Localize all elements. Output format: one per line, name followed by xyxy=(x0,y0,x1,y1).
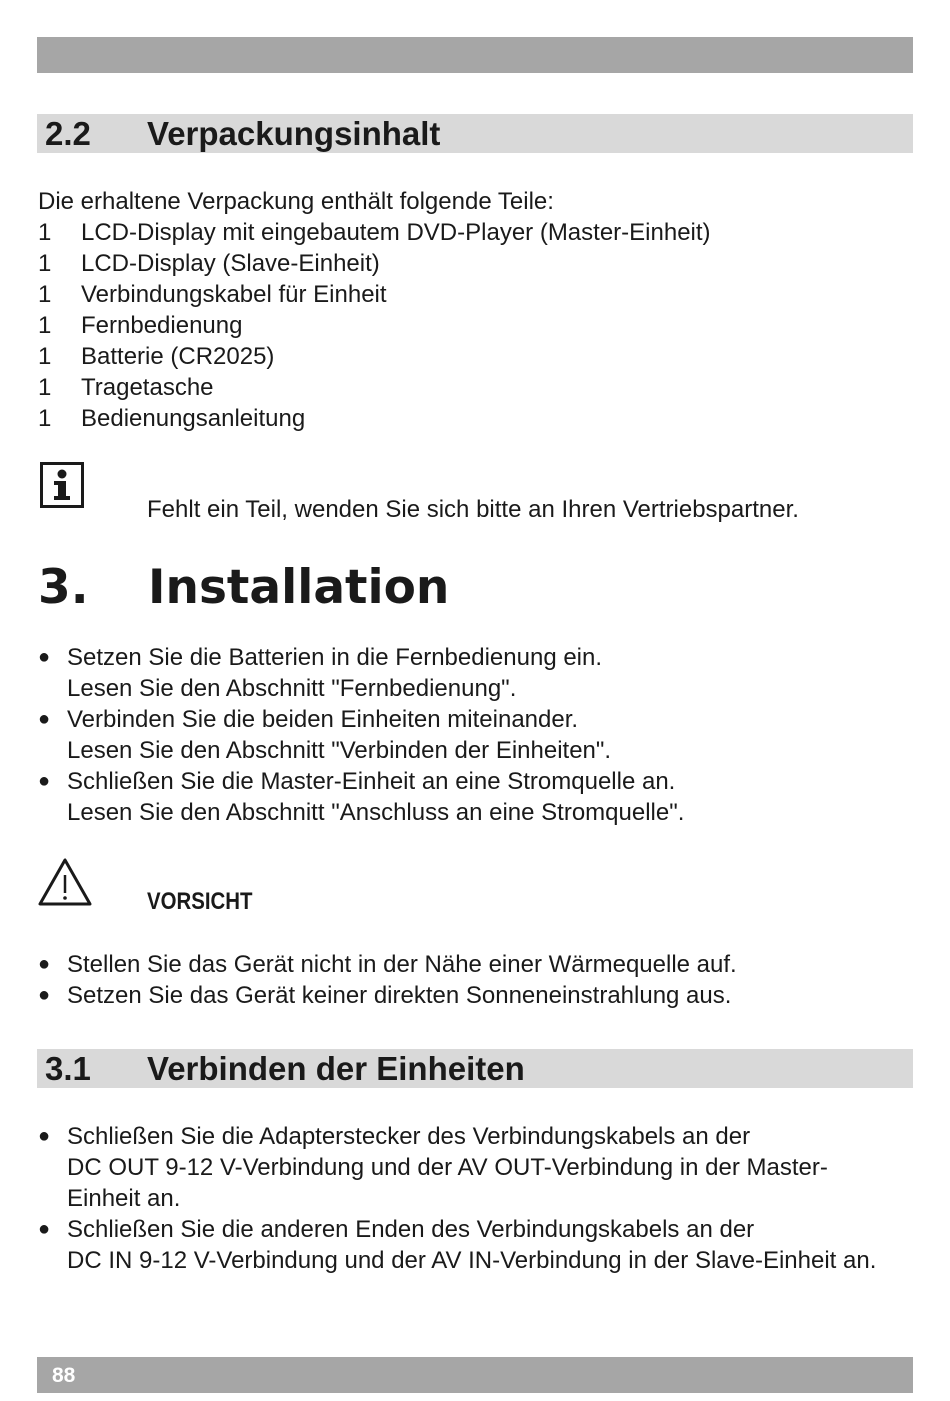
chapter-heading xyxy=(38,560,450,616)
item-quantity: 1 xyxy=(38,281,52,308)
bullet-text: Einheit an. xyxy=(67,1185,181,1212)
section-title: Verpackungsinhalt xyxy=(147,115,441,152)
chapter-title: Installation xyxy=(148,560,450,615)
page-number: 88 xyxy=(52,1364,76,1387)
bullet-text: Verbinden Sie die beiden Einheiten miteinander. xyxy=(67,706,579,733)
bullet-icon: ● xyxy=(38,708,51,730)
item-quantity: 1 xyxy=(38,343,52,370)
section-heading-3-1 xyxy=(37,1049,913,1088)
bullet-text: Lesen Sie den Abschnitt "Verbinden der Einheiten". xyxy=(67,737,612,764)
warning-icon xyxy=(37,857,93,912)
bullet-text: Schließen Sie die Adapterstecker des Verbindungskabels an der xyxy=(67,1123,751,1150)
item-quantity: 1 xyxy=(38,250,52,277)
section-number: 2.2 xyxy=(45,115,91,152)
item-quantity: 1 xyxy=(38,405,52,432)
header-bar xyxy=(37,37,913,73)
bullet-text: Schließen Sie die Master-Einheit an eine Stromquelle an. xyxy=(67,768,676,795)
bullet-text: Lesen Sie den Abschnitt "Fernbedienung". xyxy=(67,675,517,702)
item-name: LCD-Display mit eingebautem DVD-Player (Master-Einheit) xyxy=(81,219,711,246)
item-quantity: 1 xyxy=(38,219,52,246)
item-name: LCD-Display (Slave-Einheit) xyxy=(81,250,380,277)
section-number: 3.1 xyxy=(45,1050,91,1087)
bullet-text: Setzen Sie das Gerät keiner direkten Sonneneinstrahlung aus. xyxy=(67,982,732,1009)
intro-text: Die erhaltene Verpackung enthält folgende Teile: xyxy=(38,188,554,215)
bullet-text: Stellen Sie das Gerät nicht in der Nähe einer Wärmequelle auf. xyxy=(67,951,737,978)
bullet-icon: ● xyxy=(38,646,51,668)
item-quantity: 1 xyxy=(38,312,52,339)
item-name: Tragetasche xyxy=(81,374,214,401)
item-name: Verbindungskabel für Einheit xyxy=(81,281,387,308)
footer-bar xyxy=(37,1357,913,1393)
info-note: Fehlt ein Teil, wenden Sie sich bitte an Ihren Vertriebspartner. xyxy=(147,496,799,523)
caution-label: VORSICHT xyxy=(147,888,253,915)
bullet-text: Lesen Sie den Abschnitt "Anschluss an eine Stromquelle". xyxy=(67,799,685,826)
item-name: Bedienungsanleitung xyxy=(81,405,306,432)
bullet-text: DC IN 9-12 V-Verbindung und der AV IN-Verbindung in der Slave-Einheit an. xyxy=(67,1247,877,1274)
item-name: Fernbedienung xyxy=(81,312,243,339)
bullet-icon: ● xyxy=(38,984,51,1006)
bullet-text: DC OUT 9-12 V-Verbindung und der AV OUT-Verbindung in der Master- xyxy=(67,1154,828,1181)
item-name: Batterie (CR2025) xyxy=(81,343,275,370)
bullet-icon: ● xyxy=(38,770,51,792)
item-quantity: 1 xyxy=(38,374,52,401)
info-icon xyxy=(40,462,84,508)
bullet-icon: ● xyxy=(38,1218,51,1240)
bullet-text: Schließen Sie die anderen Enden des Verbindungskabels an der xyxy=(67,1216,755,1243)
bullet-icon: ● xyxy=(38,953,51,975)
section-heading-2-2 xyxy=(37,114,913,153)
bullet-text: Setzen Sie die Batterien in die Fernbedienung ein. xyxy=(67,644,603,671)
chapter-number: 3. xyxy=(38,560,89,615)
section-title: Verbinden der Einheiten xyxy=(147,1050,525,1087)
bullet-icon: ● xyxy=(38,1125,51,1147)
